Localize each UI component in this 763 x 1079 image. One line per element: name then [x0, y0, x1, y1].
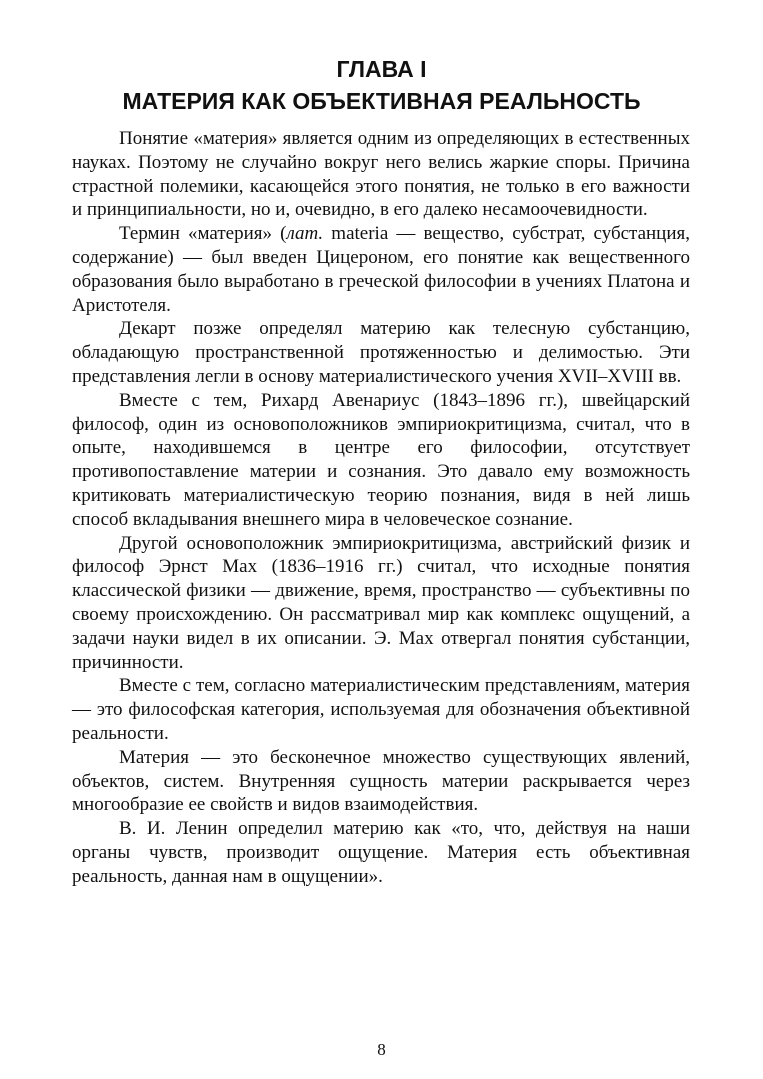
paragraph: Вместе с тем, согласно материалистическим представлениям, материя — это философская категория, используемая для обозначения объективной реальности.: [72, 675, 690, 744]
paragraph: Декарт позже определял материю как телесную субстанцию, обладающую пространственной протяженностью и делимостью. Эти представления легли в основу материалистического учения XVII–XVIII вв.: [72, 318, 690, 387]
italic-abbreviation: лат.: [286, 223, 324, 245]
paragraph: Материя — это бесконечное множество существующих явлений, объектов, систем. Внутренняя сущность материи раскрывается через многообразие ее свойств и видов взаимодействия.: [72, 746, 690, 816]
paragraph: [72, 222, 690, 317]
paragraph-text: materia — вещество, субстрат, субстанция, содержание) — был введен Цицероном, его понятие как вещественного образования было выработано в греческой философии в учениях Платона и Аристотеля.: [72, 223, 690, 316]
paragraph: Понятие «материя» является одним из определяющих в естественных науках. Поэтому не случайно вокруг него велись жаркие споры. Причина страстной полемики, касающейся этого понятия, не только в его важности и принципиальности, но и, очевидно, в его далеко несамоочевидности.: [72, 128, 690, 221]
paragraph: В. И. Ленин определил материю как «то, что, действуя на наши органы чувств, производит ощущение. Материя есть объективная реальность, данная нам в ощущении».: [72, 818, 690, 887]
chapter-body: [72, 127, 690, 889]
chapter-number: ГЛАВА I: [336, 56, 427, 82]
paragraph: Вместе с тем, Рихард Авенариус (1843–1896 гг.), швейцарский философ, один из основоположников эмпириокритицизма, считал, что в опыте, находившемся в центре его философии, отсутствует противопоставление материи и сознания. Это давало ему возможность критиковать материалистическую теорию познания, видя в ней лишь способ вкладывания внешнего мира в человеческое сознание.: [72, 389, 690, 530]
paragraph: Другой основоположник эмпириокритицизма, австрийский физик и философ Эрнст Мах (1836–1916 гг.) считал, что исходные понятия классической физики — движение, время, пространство — субъективны по своему происхождению. Он рассматривал мир как комплекс ощущений, а задачи науки видел в их описании. Э. Мах отвергал понятия субстанции, причинности.: [72, 532, 690, 673]
paragraph-text: Термин «материя» (: [119, 223, 287, 245]
page-number: 8: [377, 1040, 386, 1059]
chapter-title: МАТЕРИЯ КАК ОБЪЕКТИВНАЯ РЕАЛЬНОСТЬ: [122, 88, 641, 114]
